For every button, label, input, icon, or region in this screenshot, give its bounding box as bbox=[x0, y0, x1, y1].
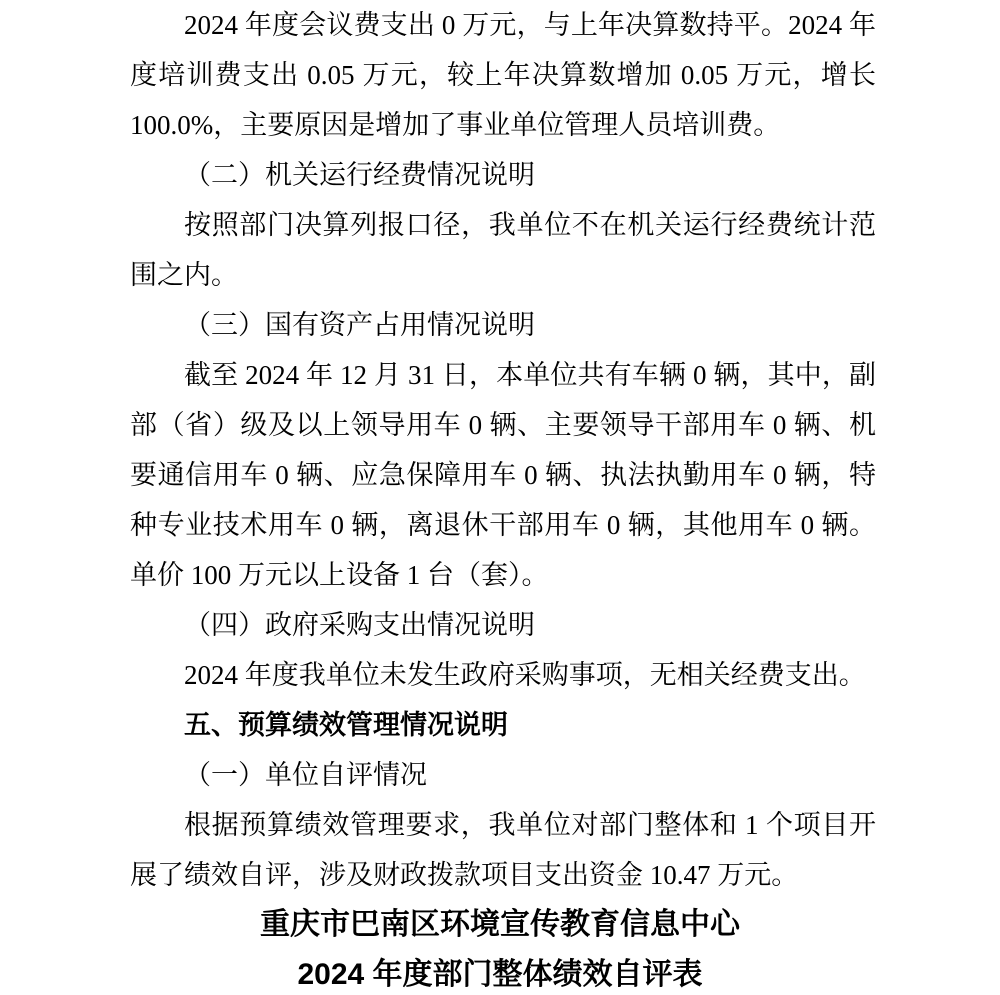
subheading-state-assets: （三）国有资产占用情况说明 bbox=[184, 310, 535, 340]
section-heading-budget-performance: 五、预算绩效管理情况说明 bbox=[184, 710, 508, 740]
footer-titles bbox=[0, 900, 1000, 995]
paragraph-self-evaluation: 根据预算绩效管理要求，我单位对部门整体和 1 个项目开展了绩效自评，涉及财政拨款项目支出资金 10.47 万元。 bbox=[130, 810, 876, 890]
self-evaluation-table-title: 2024 年度部门整体绩效自评表 bbox=[297, 958, 703, 991]
subheading-agency-operating-expense: （二）机关运行经费情况说明 bbox=[184, 160, 535, 190]
document-body bbox=[130, 0, 876, 900]
paragraph-state-assets: 截至 2024 年 12 月 31 日，本单位共有车辆 0 辆，其中，副部（省）级及以上领导用车 0 辆、主要领导干部用车 0 辆、机要通信用车 0 辆、应急保障用车 0 辆、执法执勤用车 0 辆，特种专业技术用车 0 辆，离退休干部用车 0 辆，其他用车 0 辆。单价 100 万元以上设备 1 台（套）。 bbox=[130, 360, 876, 590]
paragraph-agency-operating-expense: 按照部门决算列报口径，我单位不在机关运行经费统计范围之内。 bbox=[130, 210, 876, 290]
subheading-self-evaluation: （一）单位自评情况 bbox=[184, 760, 427, 790]
paragraph-meeting-training-fee: 2024 年度会议费支出 0 万元，与上年决算数持平。2024 年度培训费支出 0.05 万元，较上年决算数增加 0.05 万元，增长 100.0%，主要原因是增加了事业单位管理人员培训费。 bbox=[130, 10, 876, 140]
org-name-title: 重庆市巴南区环境宣传教育信息中心 bbox=[260, 908, 740, 941]
subheading-government-procurement: （四）政府采购支出情况说明 bbox=[184, 610, 535, 640]
paragraph-government-procurement: 2024 年度我单位未发生政府采购事项，无相关经费支出。 bbox=[184, 660, 866, 690]
